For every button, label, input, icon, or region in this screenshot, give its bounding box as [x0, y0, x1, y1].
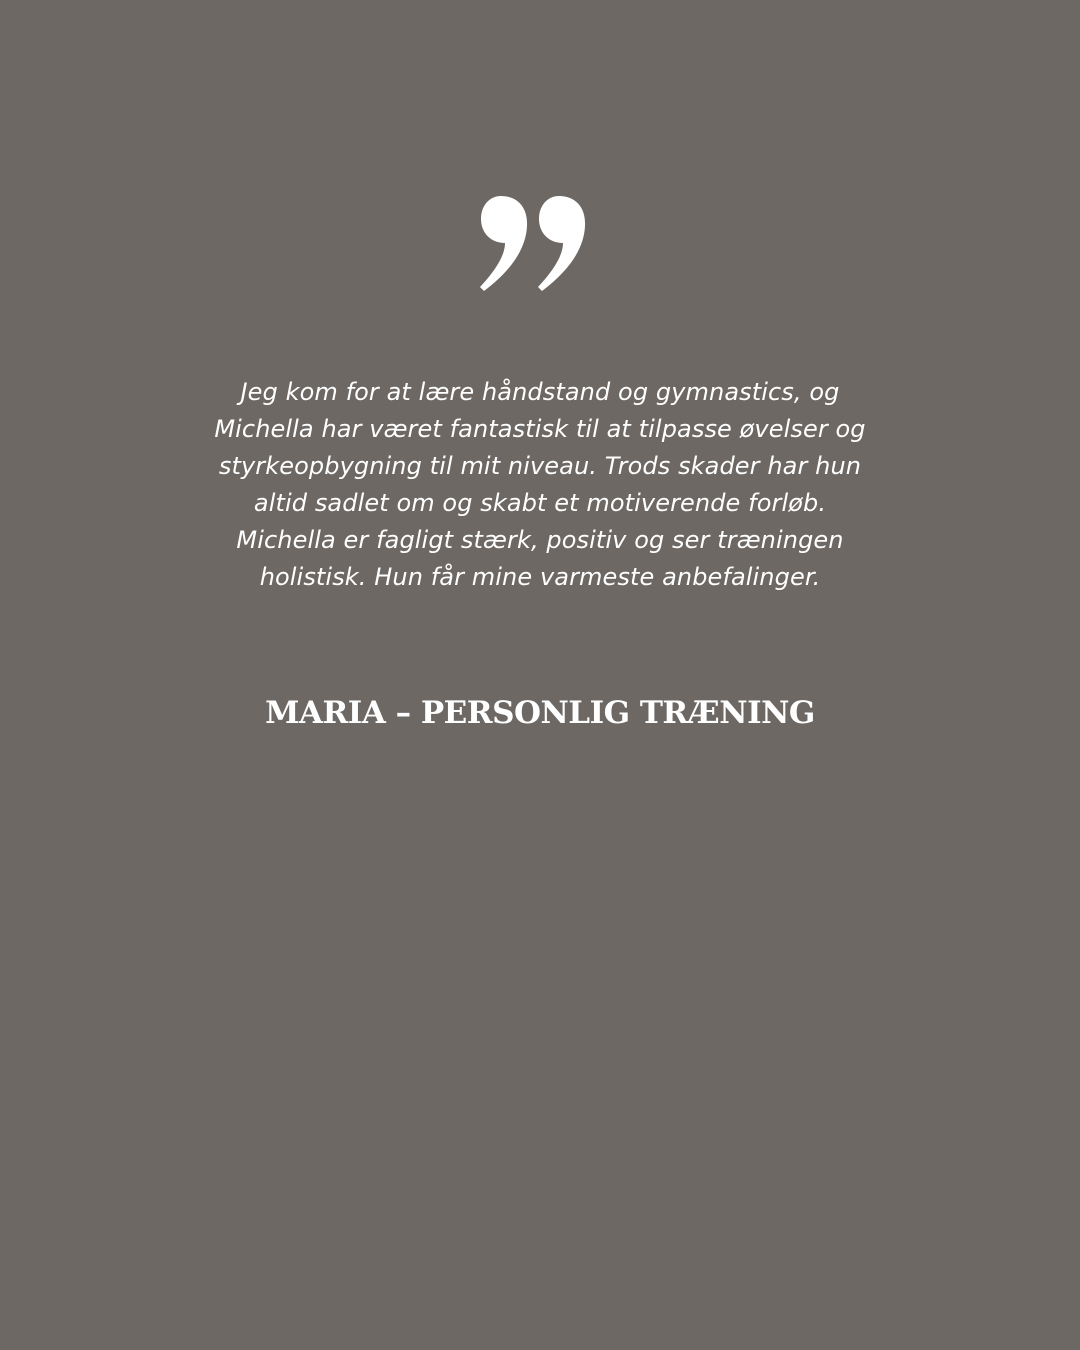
quote-line: Michella er fagligt stærk, positiv og ser træningen	[236, 526, 844, 554]
testimonial-quote	[150, 374, 930, 596]
quote-line: holistisk. Hun får mine varmeste anbefalinger.	[259, 563, 821, 591]
quote-line: styrkeopbygning til mit niveau. Trods skader har hun	[218, 452, 862, 480]
closing-quote-icon	[470, 188, 600, 298]
quote-line: Jeg kom for at lære håndstand og gymnastics, og	[240, 378, 840, 406]
quote-line: Michella har været fantastisk til at tilpasse øvelser og	[214, 415, 866, 443]
quote-line: altid sadlet om og skabt et motiverende forløb.	[253, 489, 827, 517]
testimonial-attribution: MARIA – PERSONLIG TRÆNING	[265, 695, 815, 731]
